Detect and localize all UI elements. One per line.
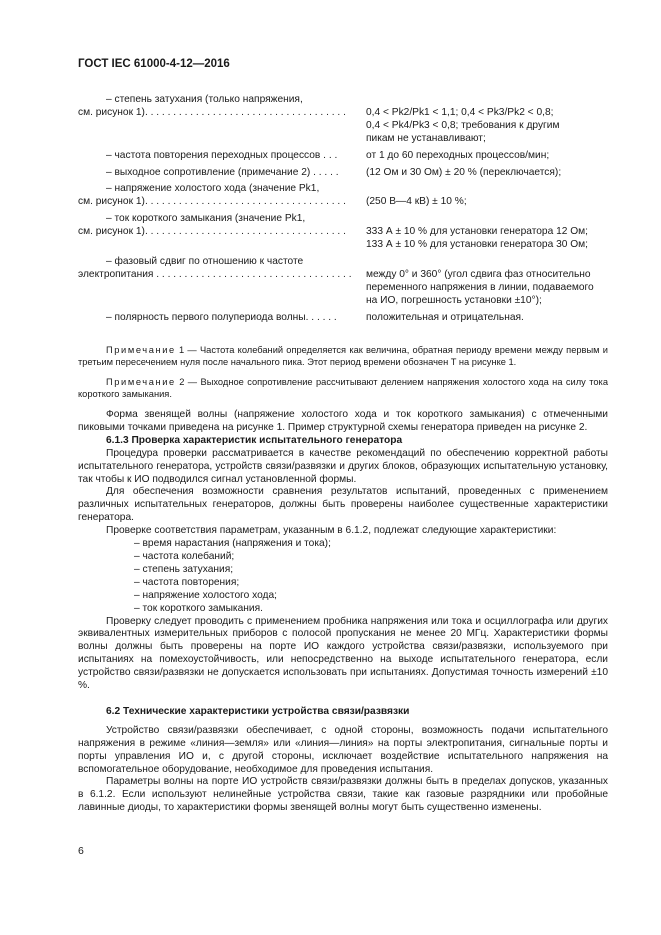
- spec-label: – напряжение холостого хода (значение Pk1,: [106, 183, 320, 195]
- spec-label: – степень затухания (только напряжения,: [106, 94, 303, 105]
- section-heading-6-2: 6.2 Технические характеристики устройства связи/развязки: [106, 705, 410, 717]
- spec-polarity: [78, 312, 608, 325]
- paragraph: Форма звенящей волны (напряжение холостого хода и ток короткого замыкания) с отмеченными пиковыми точками приведена на рисунке 1. Пример структурной схемы генератора приведен на рисунке 2.: [78, 409, 608, 433]
- list-item: – напряжение холостого хода;: [134, 589, 277, 601]
- paragraph: Параметры волны на порте ИО устройств связи/развязки должны быть в пределах допусков, указанных в 6.1.2. Если используют нелинейные устройства связи, такие как газовые разрядники или пробойные лавинные диоды, то характеристики формы звенящей волны могут быть существенно изменены.: [78, 776, 608, 814]
- spec-label: электропитания . . . . . . . . . . . . . . . . . . . . . . . . . . . . . . . . . . .: [78, 268, 352, 280]
- section-heading-6-1-3: 6.1.3 Проверка характеристик испытательного генератора: [106, 434, 403, 446]
- list-item: – время нарастания (напряжения и тока);: [134, 538, 331, 550]
- spec-value: 133 А ± 10 % для установки генератора 30 Ом;: [366, 239, 588, 251]
- spec-value: 0,4 < Pk4/Pk3 < 0,8; требования к другим: [366, 119, 560, 131]
- list-item: – частота повторения;: [134, 576, 240, 588]
- spec-value: (12 Ом и 30 Ом) ± 20 % (переключается);: [366, 166, 562, 178]
- spec-damping: [78, 94, 608, 146]
- generator-spec-list: [78, 94, 608, 325]
- note-heading: Примечание: [106, 377, 176, 387]
- spec-label: см. рисунок 1). . . . . . . . . . . . . . . . . . . . . . . . . . . . . . . . . . . .: [78, 226, 346, 238]
- spec-label: см. рисунок 1). . . . . . . . . . . . . . . . . . . . . . . . . . . . . . . . . . . .: [78, 196, 346, 208]
- spec-label: – полярность первого полупериода волны. . . . . .: [106, 311, 337, 323]
- paragraph: Проверку следует проводить с применением пробника напряжения или тока и осциллографа или других эквивалентных измерительных приборов с полосой пропускания не менее 20 МГц. Характеристики формы волны должны быть проверены на порте ИО каждого устройства связи/развязки, используемого при испытаниях на помехоустойчивость, или непосредственно на выходе испытательного генератора, если устройство связи/развязки не допускается использовать при испытаниях. Допустимая точность измерений ±10 %.: [78, 615, 608, 692]
- paragraph: Процедура проверки рассматривается в качестве рекомендаций по обеспечению корректной работы испытательного генератора, устройств связи/развязки и других блоков, образующих испытательную установку, так чтобы к ИО подводился сигнал установленной формы.: [78, 447, 608, 485]
- spec-value: на ИО, погрешность установки ±10°);: [366, 294, 542, 306]
- spec-phase: [78, 256, 608, 308]
- spec-voltage: [78, 183, 608, 209]
- list-item: – ток короткого замыкания.: [134, 602, 263, 614]
- list-item: – частота колебаний;: [134, 550, 235, 562]
- page-number: 6: [78, 845, 84, 857]
- note-text: 1 — Частота колебаний определяется как величина, обратная периоду времени между первым и третьим пересечением нуля после начального пика. Этот период времени обозначен T на рисунке 1.: [78, 345, 608, 367]
- list-item: – степень затухания;: [134, 563, 234, 575]
- spec-value: (250 В—4 кВ) ± 10 %;: [366, 196, 467, 208]
- paragraph: Для обеспечения возможности сравнения результатов испытаний, проведенных с применением различных испытательных генераторов, должны быть проверены наиболее существенные характеристики генератора.: [78, 486, 608, 524]
- spec-value: 333 А ± 10 % для установки генератора 12 Ом;: [366, 226, 588, 238]
- note-1: [78, 345, 608, 368]
- spec-label: – фазовый сдвиг по отношению к частоте: [106, 255, 304, 267]
- spec-value: пикам не устанавливают;: [366, 132, 486, 144]
- spec-value: от 1 до 60 переходных процессов/мин;: [366, 149, 550, 161]
- spec-frequency: [78, 150, 608, 163]
- main-text: [78, 409, 608, 815]
- spec-label: – частота повторения переходных процессов . . .: [106, 149, 338, 161]
- spec-current: [78, 213, 608, 252]
- spec-value: между 0° и 360° (угол сдвига фаз относительно: [366, 268, 591, 280]
- spec-impedance: [78, 167, 608, 180]
- note-text: 2 — Выходное сопротивление рассчитывают делением напряжения холостого хода на силу тока короткого замыкания.: [78, 377, 608, 399]
- document-header: ГОСТ IEC 61000-4-12—2016: [78, 58, 230, 70]
- spec-value: положительная и отрицательная.: [366, 311, 524, 323]
- note-2: [78, 377, 608, 400]
- spec-label: – ток короткого замыкания (значение Pk1,: [106, 213, 306, 225]
- note-heading: Примечание: [106, 345, 176, 355]
- spec-label: – выходное сопротивление (примечание 2) . . . . .: [106, 166, 339, 178]
- spec-value: переменного напряжения в линии, подаваемого: [366, 281, 594, 293]
- paragraph: Устройство связи/развязки обеспечивает, с одной стороны, возможность подачи испытательного напряжения в режиме «линия—земля» или «линия—линия» на порты электропитания, сигнальные порты и порты управления ИО и, с другой стороны, исключает воздействие испытательного напряжения на вспомогательное оборудование, необходимое для проведения испытания.: [78, 724, 608, 775]
- paragraph: Проверке соответствия параметрам, указанным в 6.1.2, подлежат следующие характеристики:: [106, 525, 557, 537]
- spec-value: 0,4 < Pk2/Pk1 < 1,1; 0,4 < Pk3/Pk2 < 0,8;: [366, 106, 554, 118]
- spec-label: см. рисунок 1). . . . . . . . . . . . . . . . . . . . . . . . . . . . . . . . . . . .: [78, 106, 346, 118]
